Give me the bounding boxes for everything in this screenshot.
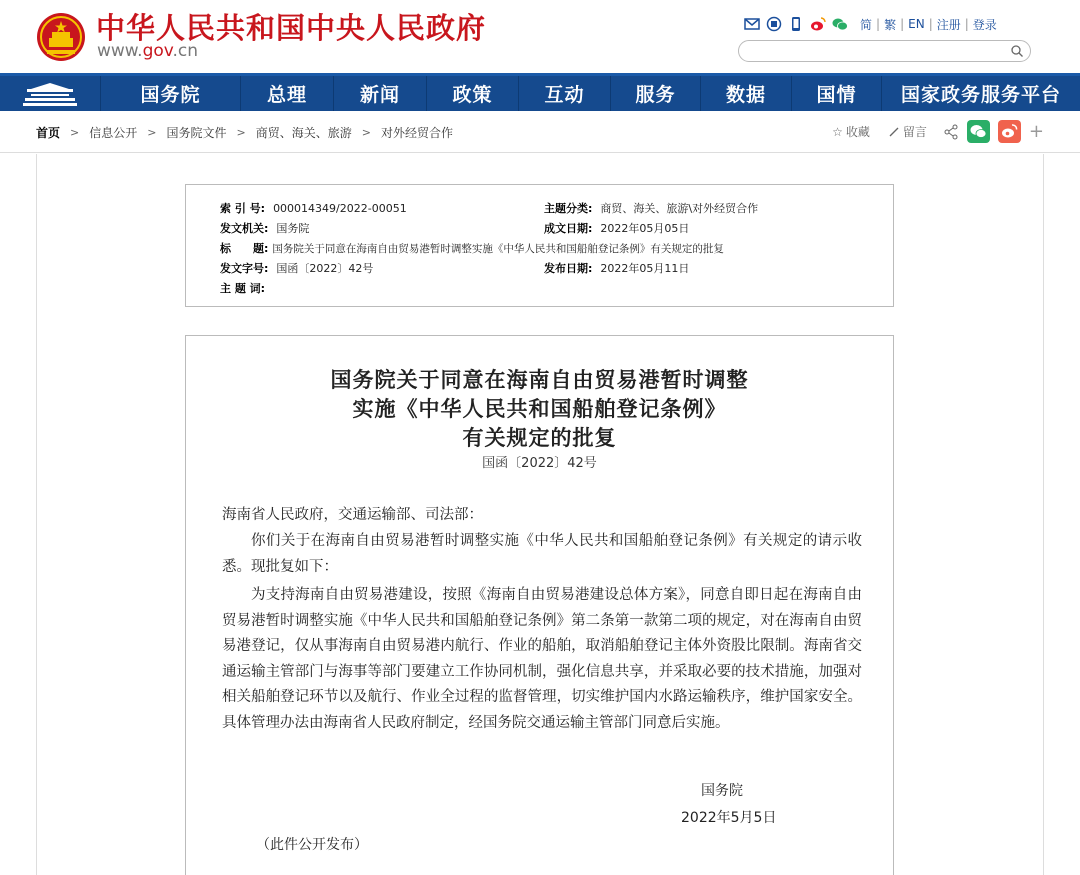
doc-sign-date: 2022年5月5日 (681, 810, 777, 826)
doc-number: 国函〔2022〕42号 (482, 456, 597, 471)
chevron-right-icon: > (361, 126, 371, 139)
rss-icon[interactable] (766, 16, 782, 32)
info-index (220, 200, 407, 216)
page-tools (832, 120, 1044, 143)
wechat-icon[interactable] (832, 16, 848, 32)
more-share-icon[interactable]: + (1028, 120, 1044, 142)
doc-paragraph-1: 你们关于在海南自由贸易港暂时调整实施《中华人民共和国船舶登记条例》有关规定的请示收悉。现批复如下： (222, 533, 862, 575)
favorite-button[interactable] (832, 123, 870, 140)
info-keywords (220, 280, 265, 296)
share-weibo-button[interactable] (998, 120, 1021, 143)
nav-item-interaction[interactable]: 互动 (518, 76, 610, 111)
top-link-separator: | (964, 17, 969, 31)
info-issuer-label: 发文机关: (220, 222, 269, 235)
register-link[interactable]: 注册 (936, 17, 961, 32)
breadcrumb-commerce[interactable]: 商贸、海关、旅游 (255, 126, 352, 140)
wechat-icon (970, 124, 987, 139)
document-info-box (185, 184, 894, 307)
weibo-icon (1001, 124, 1018, 139)
top-links (860, 16, 997, 33)
doc-title-line3: 有关规定的批复 (462, 425, 617, 450)
info-title-value: 国务院关于同意在海南自由贸易港暂时调整实施《中华人民共和国船舶登记条例》有关规定的批复 (272, 243, 724, 255)
tiananmen-icon (23, 81, 77, 107)
mobile-icon[interactable] (788, 16, 804, 32)
doc-publish-note: （此件公开发布） (256, 837, 368, 853)
breadcrumb-info-disclosure[interactable]: 信息公开 (89, 126, 138, 140)
comment-button[interactable] (888, 123, 927, 140)
site-url[interactable] (97, 41, 198, 61)
nav-item-policy[interactable]: 政策 (426, 76, 518, 111)
doc-title-line1: 国务院关于同意在海南自由贸易港暂时调整 (330, 367, 749, 392)
info-issuer-value: 国务院 (276, 222, 310, 235)
breadcrumb-home[interactable]: 首页 (36, 126, 61, 140)
chevron-right-icon: > (70, 126, 80, 139)
info-index-label: 索 引 号: (220, 202, 266, 215)
top-icons (744, 14, 997, 34)
nav-item-premier[interactable]: 总理 (240, 76, 333, 111)
search-input[interactable] (738, 40, 1031, 62)
nav-item-state-council[interactable]: 国务院 (100, 76, 240, 111)
national-emblem-icon[interactable] (36, 12, 86, 62)
info-keywords-label: 主 题 词: (220, 282, 266, 295)
share-icon[interactable] (943, 124, 959, 140)
info-issuer (220, 220, 309, 236)
main-nav (0, 73, 1080, 111)
pencil-icon (888, 126, 900, 138)
share-wechat-button[interactable] (967, 120, 990, 143)
info-published-value: 2022年05月11日 (600, 262, 690, 275)
mail-icon[interactable] (744, 16, 760, 32)
top-link-separator: | (900, 17, 905, 31)
info-topic-value: 商贸、海关、旅游\对外经贸合作 (600, 202, 759, 215)
info-topic (544, 200, 758, 216)
nav-home[interactable] (0, 76, 100, 111)
chevron-right-icon: > (236, 126, 246, 139)
traditional-link[interactable]: 繁 (884, 17, 897, 32)
info-index-value: 000014349/2022-00051 (273, 202, 407, 215)
simplified-link[interactable]: 简 (860, 17, 873, 32)
breadcrumb-bar (0, 111, 1080, 153)
doc-title-line2: 实施《中华人民共和国船舶登记条例》 (352, 396, 727, 421)
nav-item-gov-service-platform[interactable]: 国家政务服务平台 (881, 76, 1080, 111)
nav-item-data[interactable]: 数据 (700, 76, 791, 111)
info-published-label: 发布日期: (544, 262, 593, 275)
info-title-label: 标 题: (220, 242, 269, 255)
top-link-separator: | (928, 17, 933, 31)
info-docno-value: 国函〔2022〕42号 (276, 262, 374, 275)
weibo-icon[interactable] (810, 16, 826, 32)
search-icon[interactable] (1010, 44, 1024, 58)
info-created-label: 成文日期: (544, 222, 593, 235)
top-link-separator: | (876, 17, 881, 31)
info-title (220, 240, 724, 256)
info-topic-label: 主题分类: (544, 202, 593, 215)
info-docno (220, 260, 373, 276)
info-created (544, 220, 689, 236)
site-title[interactable]: 中华人民共和国中央人民政府 (96, 11, 487, 45)
nav-item-national-info[interactable]: 国情 (791, 76, 881, 111)
chevron-right-icon: > (147, 126, 157, 139)
document-body (185, 335, 894, 875)
star-icon: ☆ (832, 124, 843, 139)
comment-label: 留言 (902, 125, 927, 139)
doc-paragraph-2: 为支持海南自由贸易港建设，按照《海南自由贸易港建设总体方案》，同意自即日起在海南自由贸易港暂时调整实施《中华人民共和国船舶登记条例》第二条第一款第二项的规定，对在海南自由贸易港登记，仅从事海南自由贸易港内航行、作业的船舶，取消船舶登记主体外资股比限制。海南省交通运输主管部门与海事等部门要建立工作协同机制，强化信息共享，并采取必要的技术措施，加强对相关船舶登记环节以及航行、作业全过程的监督管理，切实维护国内水路运输秩序，维护国家安全。具体管理办法由海南省人民政府制定，经国务院交通运输主管部门同意后实施。 (222, 587, 862, 731)
doc-signer: 国务院 (701, 783, 743, 799)
site-header (0, 0, 1080, 73)
info-docno-label: 发文字号: (220, 262, 269, 275)
login-link[interactable]: 登录 (972, 17, 997, 32)
breadcrumb (36, 124, 453, 141)
info-created-value: 2022年05月05日 (600, 222, 690, 235)
nav-item-news[interactable]: 新闻 (333, 76, 426, 111)
info-published (544, 260, 689, 276)
breadcrumb-foreign-trade[interactable]: 对外经贸合作 (380, 126, 453, 140)
nav-item-services[interactable]: 服务 (610, 76, 700, 111)
doc-salutation: 海南省人民政府，交通运输部、司法部： (222, 507, 483, 523)
favorite-label: 收藏 (845, 125, 870, 139)
site-url-prefix: www. (97, 41, 143, 61)
site-url-domain: gov (142, 41, 173, 61)
english-link[interactable]: EN (908, 17, 925, 31)
breadcrumb-state-council-docs[interactable]: 国务院文件 (166, 126, 227, 140)
site-url-suffix: .cn (172, 41, 199, 61)
